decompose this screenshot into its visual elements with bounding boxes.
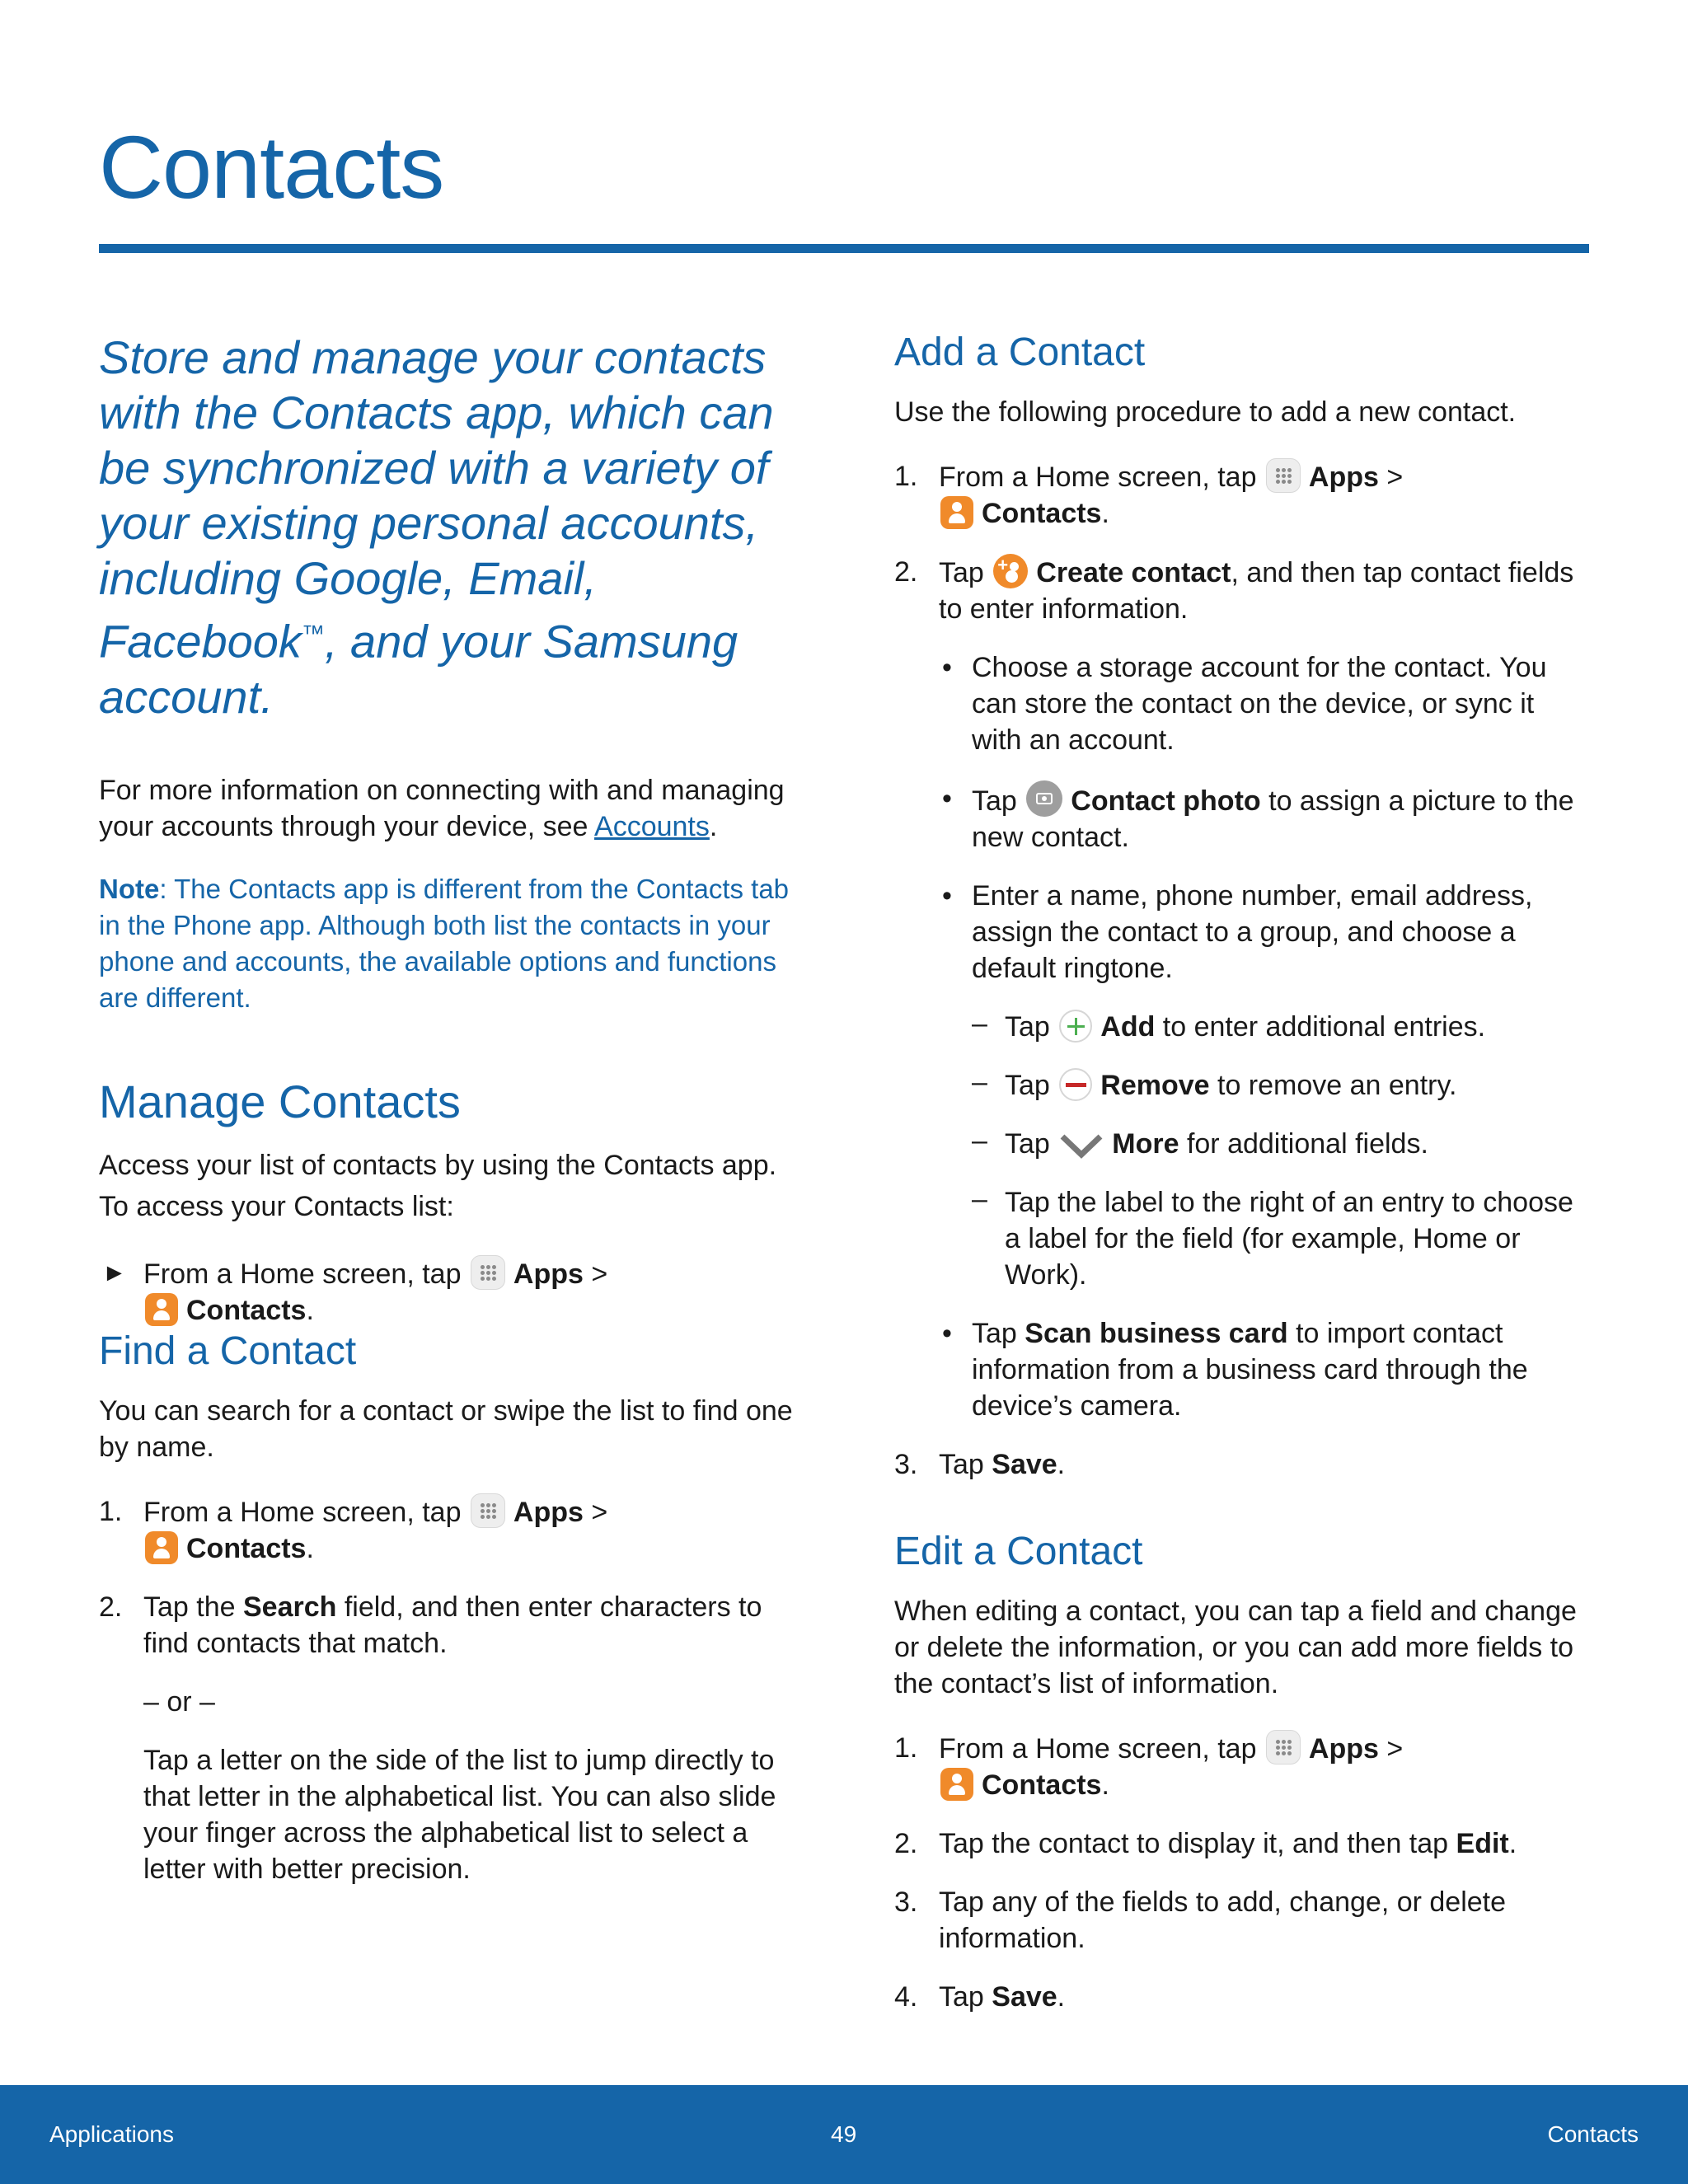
contact-photo-label: Contact photo bbox=[1071, 785, 1261, 817]
gt-separator: > bbox=[583, 1258, 608, 1290]
find-step-1 bbox=[99, 1493, 799, 1567]
dash-mark: – bbox=[972, 1008, 987, 1039]
apps-label: Apps bbox=[513, 1258, 584, 1290]
bullet-scan bbox=[939, 1315, 1591, 1424]
search-label: Search bbox=[242, 1591, 337, 1623]
edit-step-2 bbox=[894, 1825, 1591, 1862]
footer-section: Applications bbox=[49, 2121, 174, 2147]
step-number: 1. bbox=[894, 461, 918, 492]
or-separator: – or – bbox=[143, 1685, 215, 1718]
dash-text: Tap bbox=[1005, 1070, 1058, 1101]
bullet-text-end: to import contact information from a business card through the device’s camera. bbox=[972, 1318, 1528, 1422]
contacts-label: Contacts bbox=[186, 1532, 307, 1564]
period: . bbox=[1508, 1828, 1517, 1859]
right-column bbox=[894, 330, 1591, 2037]
note-label: Note bbox=[99, 873, 160, 904]
period: . bbox=[1057, 1449, 1066, 1480]
apps-label: Apps bbox=[1308, 462, 1379, 493]
period: . bbox=[306, 1532, 314, 1564]
bullet-text-end: to assign a picture to the new contact. bbox=[972, 785, 1574, 853]
apps-icon bbox=[1266, 1730, 1301, 1765]
dash-mark: – bbox=[972, 1066, 987, 1098]
step-text: Tap any of the fields to add, change, or delete information. bbox=[939, 1886, 1507, 1954]
title-divider bbox=[99, 244, 1589, 253]
contacts-icon bbox=[145, 1531, 178, 1564]
step-number: 3. bbox=[894, 1449, 918, 1480]
period: . bbox=[1101, 1769, 1109, 1801]
dash-remove bbox=[972, 1067, 1591, 1104]
step-number: 1. bbox=[99, 1495, 123, 1527]
manage-contacts-heading: Manage Contacts bbox=[99, 1075, 461, 1127]
dash-text-end: to enter additional entries. bbox=[1155, 1011, 1486, 1043]
remove-icon bbox=[1059, 1068, 1092, 1101]
contacts-label: Contacts bbox=[982, 1769, 1102, 1801]
left-column bbox=[99, 330, 799, 1910]
step-text: Tap bbox=[939, 1449, 992, 1480]
dash-text: Tap the label to the right of an entry to choose a label for the field (for example, Home or Work). bbox=[1005, 1187, 1573, 1291]
apps-icon bbox=[471, 1255, 505, 1290]
bullet-dot: • bbox=[942, 652, 952, 683]
save-label: Save bbox=[992, 1981, 1057, 2013]
add-contact-heading: Add a Contact bbox=[894, 330, 1146, 374]
more-info-text: For more information on connecting with and managing your accounts through your device, see bbox=[99, 774, 785, 842]
footer-chapter: Contacts bbox=[1547, 2121, 1639, 2147]
step-number: 4. bbox=[894, 1981, 918, 2013]
step-number: 3. bbox=[894, 1886, 918, 1918]
note-paragraph bbox=[99, 871, 799, 1016]
step-number: 2. bbox=[894, 556, 918, 588]
step-text: From a Home screen, tap bbox=[143, 1258, 469, 1290]
find-step-2 bbox=[99, 1589, 799, 1887]
find-contact-heading: Find a Contact bbox=[99, 1329, 357, 1373]
dash-text: Tap bbox=[1005, 1128, 1058, 1160]
page-footer bbox=[0, 2085, 1688, 2184]
add-bullets bbox=[939, 649, 1591, 1424]
period: . bbox=[1101, 498, 1109, 529]
bullet-dot: • bbox=[942, 1318, 952, 1349]
remove-label: Remove bbox=[1100, 1070, 1210, 1101]
apps-label: Apps bbox=[1308, 1733, 1379, 1765]
more-info-paragraph bbox=[99, 772, 799, 845]
bullet-text: Enter a name, phone number, email address, assign the contact to a group, and choose a default ringtone. bbox=[972, 880, 1533, 984]
dash-mark: – bbox=[972, 1125, 987, 1156]
add-step-3 bbox=[894, 1446, 1591, 1483]
more-icon bbox=[1059, 1128, 1104, 1161]
add-contact-body: Use the following procedure to add a new contact. bbox=[894, 396, 1517, 428]
bullet-enter-info bbox=[939, 878, 1591, 1293]
apps-icon bbox=[471, 1493, 505, 1528]
step-text: Tap bbox=[939, 557, 992, 588]
create-contact-icon bbox=[993, 554, 1028, 588]
bullet-photo bbox=[939, 780, 1591, 855]
intro-end: , and your Samsung account. bbox=[99, 615, 738, 723]
dash-mark: – bbox=[972, 1183, 987, 1215]
bullet-storage bbox=[939, 649, 1591, 758]
edit-contact-body: When editing a contact, you can tap a field and change or delete the information, or you can add more fields to the contact’s list of information. bbox=[894, 1596, 1577, 1699]
step-text: Tap the bbox=[143, 1591, 243, 1623]
save-label: Save bbox=[992, 1449, 1057, 1480]
step-text-end: , and then tap contact fields to enter information. bbox=[939, 557, 1574, 625]
edit-step-3 bbox=[894, 1884, 1591, 1957]
scan-business-card-label: Scan business card bbox=[1025, 1318, 1288, 1349]
trademark-symbol: ™ bbox=[301, 621, 325, 646]
arrow-bullet: ► bbox=[102, 1258, 127, 1286]
add-step-1 bbox=[894, 458, 1591, 532]
page-title: Contacts bbox=[99, 117, 444, 217]
add-dashes bbox=[972, 1009, 1591, 1293]
gt-separator: > bbox=[1378, 1733, 1404, 1765]
gt-separator: > bbox=[583, 1496, 608, 1528]
step-number: 2. bbox=[894, 1828, 918, 1859]
step-number: 1. bbox=[894, 1732, 918, 1764]
step-number: 2. bbox=[99, 1591, 123, 1623]
apps-icon bbox=[1266, 458, 1301, 493]
contacts-label: Contacts bbox=[982, 498, 1102, 529]
step-text-end: field, and then enter characters to find contacts that match. bbox=[143, 1591, 762, 1659]
edit-step-1 bbox=[894, 1730, 1591, 1803]
add-steps bbox=[894, 458, 1591, 1483]
dash-label bbox=[972, 1184, 1591, 1293]
bullet-dot: • bbox=[942, 880, 952, 912]
add-icon bbox=[1059, 1010, 1092, 1043]
bullet-dot: • bbox=[942, 783, 952, 814]
add-label: Add bbox=[1100, 1011, 1156, 1043]
bullet-text: Choose a storage account for the contact. You can store the contact on the device, or sync it with an account. bbox=[972, 652, 1547, 756]
find-steps bbox=[99, 1493, 799, 1887]
manage-step bbox=[99, 1255, 799, 1329]
step-text: From a Home screen, tap bbox=[143, 1496, 469, 1528]
note-text: : The Contacts app is different from the Contacts tab in the Phone app. Although both list the contacts in your phone and accounts, the available options and functions are different. bbox=[99, 873, 790, 1013]
accounts-link[interactable]: Accounts bbox=[594, 810, 710, 842]
dash-text-end: for additional fields. bbox=[1179, 1128, 1428, 1160]
step-text: Tap the contact to display it, and then tap bbox=[939, 1828, 1456, 1859]
step-text: Tap bbox=[939, 1981, 992, 2013]
more-label: More bbox=[1112, 1128, 1179, 1160]
alt-instruction: Tap a letter on the side of the list to jump directly to that letter in the alphabetical list. You can also slide your finger across the alphabetical list to select a letter with better precision. bbox=[143, 1744, 776, 1885]
dash-add bbox=[972, 1009, 1591, 1045]
period: . bbox=[1057, 1981, 1066, 2013]
contacts-icon bbox=[940, 1768, 973, 1801]
create-contact-label: Create contact bbox=[1036, 557, 1231, 588]
edit-contact-heading: Edit a Contact bbox=[894, 1530, 1143, 1573]
contacts-label: Contacts bbox=[186, 1294, 307, 1326]
dash-text-end: to remove an entry. bbox=[1209, 1070, 1457, 1101]
edit-step-4 bbox=[894, 1979, 1591, 2015]
edit-steps bbox=[894, 1730, 1591, 2015]
bullet-text: Tap bbox=[972, 1318, 1025, 1349]
intro-text bbox=[99, 330, 799, 724]
contact-photo-icon bbox=[1026, 780, 1062, 817]
period: . bbox=[306, 1294, 314, 1326]
dash-more bbox=[972, 1126, 1591, 1162]
find-contact-body: You can search for a contact or swipe the list to find one by name. bbox=[99, 1394, 793, 1463]
contacts-icon bbox=[145, 1293, 178, 1326]
dash-text: Tap bbox=[1005, 1011, 1058, 1043]
apps-label: Apps bbox=[513, 1496, 584, 1528]
gt-separator: > bbox=[1378, 462, 1404, 493]
add-step-2 bbox=[894, 554, 1591, 1424]
step-text: From a Home screen, tap bbox=[939, 462, 1264, 493]
bullet-text: Tap bbox=[972, 785, 1025, 817]
more-info-end: . bbox=[709, 810, 718, 842]
intro-main: Store and manage your contacts with the Contacts app, which can be synchronized with a variety of your existing personal accounts, including Google, Email, Facebook bbox=[99, 331, 774, 668]
edit-label: Edit bbox=[1456, 1828, 1509, 1859]
contacts-icon bbox=[940, 496, 973, 529]
step-text: From a Home screen, tap bbox=[939, 1733, 1264, 1765]
manage-contacts-body: Access your list of contacts by using the Contacts app. To access your Contacts list: bbox=[99, 1149, 777, 1222]
page-number: 49 bbox=[831, 2121, 857, 2147]
